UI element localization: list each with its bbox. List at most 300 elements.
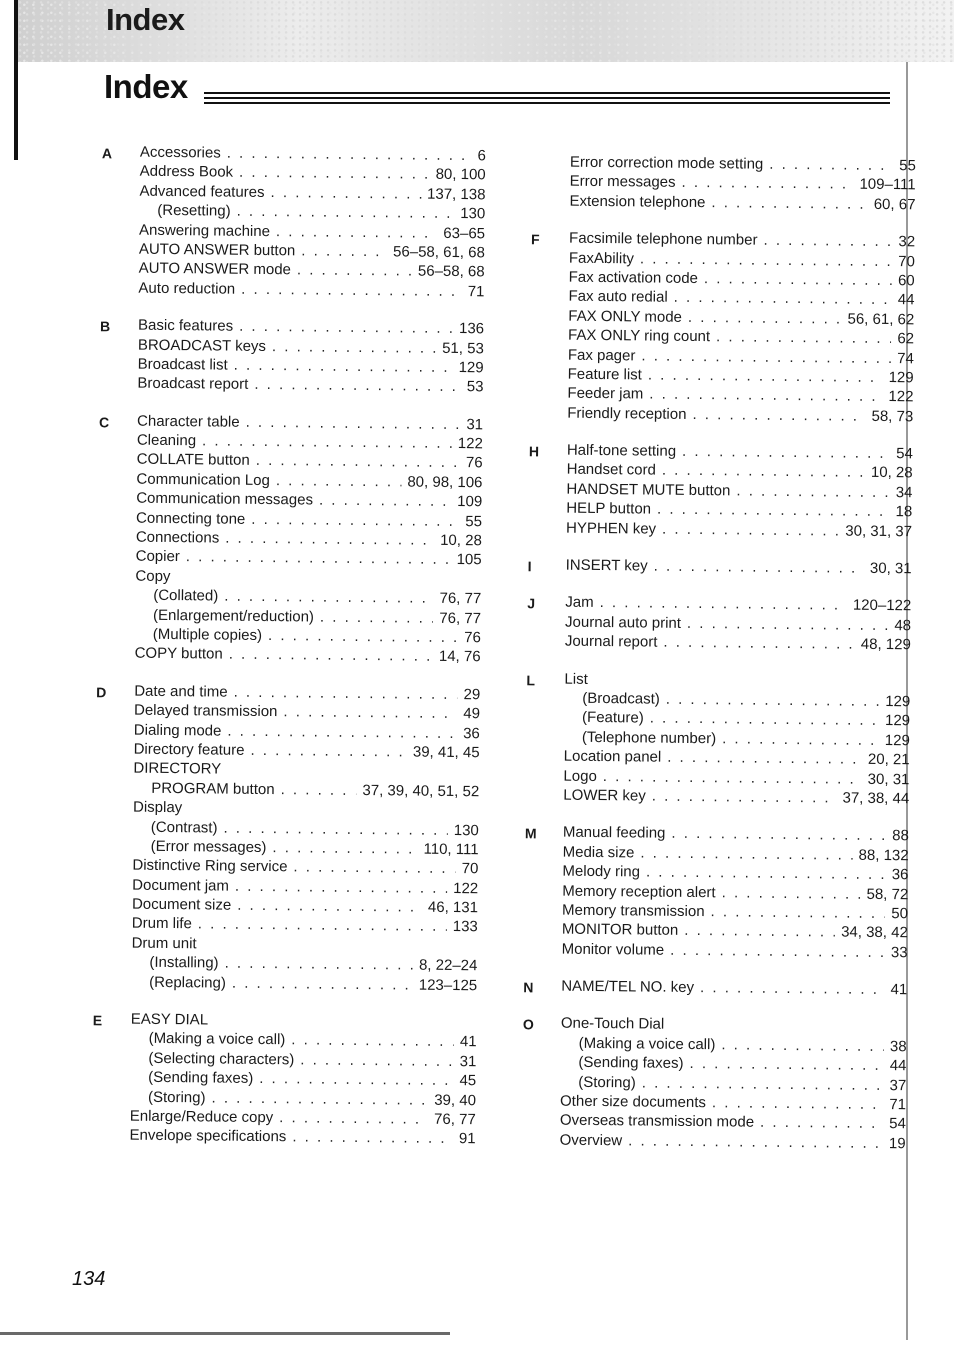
entry-pages: 60, 67 [873,195,916,214]
entry-pages: 31 [466,415,484,433]
dot-leader [710,902,885,923]
entry-pages: 44 [897,291,915,309]
entry-term: Overview [559,1131,623,1150]
entry-pages: 133 [452,918,478,936]
entry-term: Jam [565,594,594,612]
index-section [74,142,496,302]
dot-leader [721,1035,884,1056]
section-letter: L [526,671,536,688]
dot-leader [234,682,458,704]
dot-leader [272,337,436,358]
entry-term: Drum life [131,915,192,933]
dot-leader [663,633,855,654]
entry-pages: 105 [456,551,482,569]
index-entry [567,403,923,426]
entry-term: Document jam [132,876,230,895]
index-section [67,681,490,996]
dot-leader [211,1088,428,1110]
entry-term: Location panel [563,747,662,766]
index-section [497,976,917,1000]
index-section [499,669,920,809]
dot-leader [241,279,462,301]
index-entry [135,644,491,667]
entry-pages: 60 [897,272,915,290]
index-entry [561,977,917,1000]
entry-term: Fax activation code [568,268,699,287]
dot-leader [225,954,414,975]
index-section [502,555,922,579]
entry-pages: 50 [891,904,909,923]
entry-term: Enlarge/Reduce copy [129,1107,274,1127]
entry-pages: 36 [463,724,480,742]
entry-pages: 76 [465,454,483,472]
dot-leader [689,1054,883,1075]
header-banner [18,0,954,62]
entry-pages: 30, 31 [867,770,910,788]
section-letter: E [92,1012,103,1029]
entry-pages: 41 [890,981,908,999]
dot-leader [301,241,387,261]
dot-leader [682,442,890,464]
entry-term: Extension telephone [569,192,706,211]
index-entry [562,939,918,962]
entry-term: NAME/TEL NO. key [561,977,695,997]
entry-term: (Contrast) [150,818,218,837]
dot-leader [657,500,890,522]
entry-pages: 120–122 [852,597,912,615]
section-letter: D [96,684,107,701]
dot-leader [640,843,852,865]
entry-term: Envelope specifications [129,1126,287,1146]
section-letter: H [528,443,540,460]
entry-term: Dialing mode [133,721,222,740]
dot-leader [188,812,473,815]
entry-term: Facsimile telephone number [569,229,758,249]
entry-pages: 8, 22–24 [418,956,478,975]
dot-leader [283,702,457,723]
entry-term: Monitor volume [561,940,665,959]
entry-pages: 129 [885,692,911,711]
entry-pages: 37, 39, 40, 51, 52 [362,781,480,800]
entry-pages: 70 [898,252,915,270]
entry-term: Fax auto redial [568,288,668,307]
dot-leader [297,261,412,282]
dot-leader [662,519,839,540]
entry-term: HYPHEN key [565,519,657,538]
index-section [505,152,926,215]
entry-pages: 109–111 [859,176,916,194]
entry-pages: 44 [889,1057,907,1075]
index-entry [136,547,492,570]
entry-term: Basic features [137,316,234,335]
entry-term: BROADCAST keys [137,336,267,355]
dot-leader [239,163,430,184]
index-column-right [495,152,926,1172]
section-letter: F [531,231,540,248]
dot-leader [224,587,433,609]
dot-leader [186,548,451,570]
title-rule [204,92,890,116]
entry-pages: 39, 40 [434,1091,477,1109]
entry-term: (Collated) [153,587,219,605]
entry-term: AUTO ANSWER button [138,240,296,260]
dot-leader [223,818,447,840]
entry-term: Manual feeding [562,823,666,843]
index-section [73,315,494,397]
dot-leader [594,684,905,687]
dot-leader [667,748,862,769]
dot-leader [628,1131,883,1153]
entry-term: Answering machine [138,221,271,240]
entry-pages: 88 [892,827,909,845]
dot-leader [276,222,438,243]
entry-term: Broadcast report [137,374,249,394]
index-entry [569,191,925,214]
dot-leader [600,593,847,615]
entry-pages: 136 [458,320,485,338]
dot-leader [666,690,880,712]
section-letter: I [527,558,532,575]
entry-pages: 46, 131 [427,898,479,917]
dot-leader [246,412,461,434]
section-letter: M [524,825,537,842]
entry-term: (Replacing) [149,973,226,992]
entry-pages: 58, 72 [866,885,909,903]
entry-pages: 14, 76 [438,648,481,666]
index-entry [563,786,919,809]
dot-leader [256,451,460,473]
dot-leader [769,155,893,176]
dot-leader [711,193,868,214]
dot-leader [650,709,879,731]
entry-term: INSERT key [565,556,648,575]
entry-term: Address Book [139,163,234,182]
dot-leader [687,614,889,636]
index-section [71,411,494,667]
dot-leader [176,581,475,584]
entry-term: Document size [131,895,232,914]
dot-leader [654,557,864,579]
entry-term: Accessories [139,143,221,162]
dot-leader [276,471,402,492]
entry-term: (Feature) [581,709,644,727]
dot-leader [198,915,447,937]
entry-term: Feeder jam [567,384,644,403]
entry-pages: 137, 138 [426,185,486,204]
dot-leader [646,863,886,885]
dot-leader [716,327,891,348]
entry-pages: 76, 77 [439,609,482,627]
dot-leader [642,1073,884,1095]
entry-term: Memory reception alert [562,882,716,901]
entry-pages: 129 [884,712,911,730]
page-title: Index [104,68,188,105]
entry-pages: 91 [458,1130,476,1148]
dot-leader [603,767,862,789]
entry-pages: 129 [458,358,484,377]
entry-term: Copy [135,567,171,585]
dot-leader [254,375,461,397]
dot-leader [279,1108,428,1129]
index-entry [138,278,494,301]
entry-term: Display [132,798,183,817]
entry-pages: 76, 77 [439,590,482,608]
entry-pages: 110, 111 [423,840,479,859]
entry-term: (Resetting) [157,202,231,220]
dot-leader [203,948,472,951]
dot-leader [291,1031,454,1052]
index-section [498,822,919,962]
dot-leader [268,626,458,647]
index-entry [565,632,921,655]
entry-term: Feature list [567,365,642,384]
index-section [503,228,925,426]
dot-leader [649,385,882,407]
entry-pages: 56–58, 68 [417,262,485,281]
entry-term: Other size documents [559,1092,707,1112]
entry-term: Communication messages [136,489,314,509]
entry-term: Error messages [569,173,676,192]
entry-term: List [564,670,588,688]
dot-leader [760,1113,883,1134]
entry-pages: 88, 132 [858,846,909,864]
dot-leader [712,1093,884,1114]
dot-leader [259,1069,453,1090]
entry-pages: 80, 100 [435,166,486,184]
dot-leader [281,780,357,800]
dot-leader [237,202,455,224]
entry-pages: 54 [889,1115,906,1133]
entry-pages: 130 [460,205,486,223]
entry-term: Friendly reception [567,404,687,423]
entry-term: FAX ONLY ring count [567,326,711,346]
dot-leader [251,509,459,531]
dot-leader [227,774,473,777]
dot-leader [270,183,421,204]
dot-leader [704,269,892,290]
entry-pages: 31 [459,1052,477,1071]
dot-leader [320,607,434,628]
entry-pages: 49 [463,705,481,723]
entry-term: Logo [563,767,597,785]
entry-pages: 20, 21 [867,750,910,769]
entry-pages: 37 [889,1076,907,1094]
entry-term: MONITOR button [561,920,679,940]
entry-pages: 76 [464,629,481,647]
entry-pages: 39, 41, 45 [412,743,480,762]
entry-term: Overseas transmission mode [559,1112,755,1132]
entry-term: DIRECTORY [133,759,222,778]
index-subentry [131,972,487,995]
entry-pages: 58, 73 [871,407,914,425]
dot-leader [227,721,457,743]
entry-term: Date and time [134,682,228,701]
index-section [496,1013,917,1153]
entry-term: HANDSET MUTE button [566,480,731,500]
entry-term: (Sending faxes) [578,1054,684,1073]
dot-leader [229,645,433,667]
entry-term: Handset cord [566,461,656,480]
entry-pages: 122 [457,435,483,453]
section-letter: B [99,318,111,335]
dot-leader [319,491,451,512]
entry-term: Connecting tone [135,509,246,528]
entry-term: Communication Log [136,470,270,489]
entry-pages: 122 [888,388,914,406]
entry-term: (Multiple copies) [152,625,263,644]
entry-term: Fax pager [567,346,636,364]
entry-term: Journal report [564,632,658,651]
index-column-left [65,142,496,1167]
dot-leader [684,921,835,942]
entry-term: COLLATE button [136,451,250,470]
entry-pages: 32 [898,233,916,251]
index-entry [137,374,493,397]
entry-pages: 123–125 [418,976,478,994]
entry-pages: 56–58, 61, 68 [393,243,485,262]
dot-leader [692,405,865,426]
dot-leader [232,973,413,994]
index-entry [566,556,922,579]
entry-term: Journal auto print [564,613,682,632]
section-letter: N [523,979,534,996]
entry-pages: 38 [889,1037,907,1056]
entry-pages: 55 [465,512,483,530]
dot-leader [681,173,853,194]
dot-leader [250,741,407,762]
entry-term: LOWER key [563,786,646,805]
entry-term: PROGRAM button [151,779,275,798]
index-entry [566,518,922,541]
entry-term: Drum unit [131,934,197,953]
entry-term: Directory feature [133,740,245,759]
entry-term: Connections [135,528,220,547]
entry-pages: 129 [884,731,910,750]
dot-leader [235,876,447,898]
entry-term: Auto reduction [138,279,236,298]
entry-pages: 55 [899,157,916,175]
dot-leader [239,317,453,339]
banner-title: Index [106,2,185,37]
entry-term: (Error messages) [150,837,267,856]
section-letter: O [522,1016,534,1033]
dot-leader [722,729,879,750]
entry-term: Delayed transmission [133,701,278,721]
dot-leader [674,288,892,310]
entry-pages: 33 [890,943,908,961]
dot-leader [722,883,861,904]
entry-pages: 56, 61, 62 [847,310,915,329]
entry-term: (Enlargement/reduction) [152,606,315,626]
dot-leader [671,824,886,846]
dot-leader [670,940,885,962]
entry-pages: 41 [459,1033,477,1051]
dot-leader [227,144,472,166]
dot-leader [736,481,890,502]
index-entry [560,1130,916,1153]
entry-term: (Installing) [149,954,219,972]
page-number: 134 [72,1268,106,1290]
entry-term: COPY button [134,645,223,663]
entry-term: Cleaning [136,431,197,450]
entry-term: Copier [135,548,180,566]
entry-pages: 34 [895,483,913,502]
entry-pages: 53 [466,378,484,396]
entry-term: (Sending faxes) [148,1068,254,1088]
entry-term: Memory transmission [561,901,705,921]
entry-term: Melody ring [562,862,641,881]
entry-pages: 30, 31, 37 [845,522,913,540]
dot-leader [300,1050,454,1071]
index-section [502,440,923,541]
dot-leader [202,431,452,453]
entry-pages: 76, 77 [433,1110,476,1129]
entry-term: AUTO ANSWER mode [138,260,292,279]
entry-pages: 54 [896,445,913,463]
entry-pages: 29 [463,685,481,704]
index-section [501,592,922,655]
index-section [65,1009,486,1149]
entry-term: Broadcast list [137,355,228,374]
entry-pages: 130 [453,821,479,839]
entry-pages: 63–65 [443,224,486,242]
entry-pages: 37, 38, 44 [842,789,910,808]
entry-term: (Broadcast) [582,689,660,708]
entry-pages: 48 [894,616,912,635]
entry-pages: 71 [889,1096,907,1114]
dot-leader [293,858,455,879]
entry-term: Half-tone setting [566,441,677,460]
entry-pages: 70 [461,860,479,878]
entry-term: (Making a voice call) [578,1034,716,1054]
entry-pages: 109 [457,493,483,511]
entry-term: Advanced features [139,182,265,201]
section-letter: J [527,595,536,612]
entry-pages: 71 [467,282,485,301]
dot-leader [662,461,865,483]
entry-term: Error correction mode setting [569,153,764,173]
section-letter: C [98,413,110,431]
dot-leader [237,896,422,917]
entry-term: HELP button [566,499,652,518]
dot-leader [652,786,837,807]
entry-term: FaxAbility [568,249,635,267]
entry-term: (Selecting characters) [148,1049,295,1069]
index-entry [129,1126,485,1149]
dot-leader [670,1029,901,1031]
dot-leader [234,356,453,378]
dot-leader [225,529,434,551]
entry-term: (Telephone number) [581,728,717,747]
entry-term: Character table [136,412,240,431]
entry-term: One-Touch Dial [560,1015,665,1034]
entry-pages: 10, 28 [870,464,913,482]
entry-pages: 129 [888,368,914,387]
entry-pages: 19 [888,1134,906,1153]
entry-term: FAX ONLY mode [568,307,683,326]
entry-pages: 30, 31 [869,559,912,578]
entry-pages: 51, 53 [442,339,484,357]
dot-leader [214,1025,471,1028]
dot-leader [272,838,417,859]
entry-term: (Storing) [578,1073,636,1092]
dot-leader [292,1128,453,1149]
dot-leader [688,308,842,329]
entry-pages: 48, 129 [860,635,911,654]
entry-term: (Storing) [147,1088,206,1106]
entry-pages: 10, 28 [440,531,482,550]
entry-term: Distinctive Ring service [132,856,288,876]
